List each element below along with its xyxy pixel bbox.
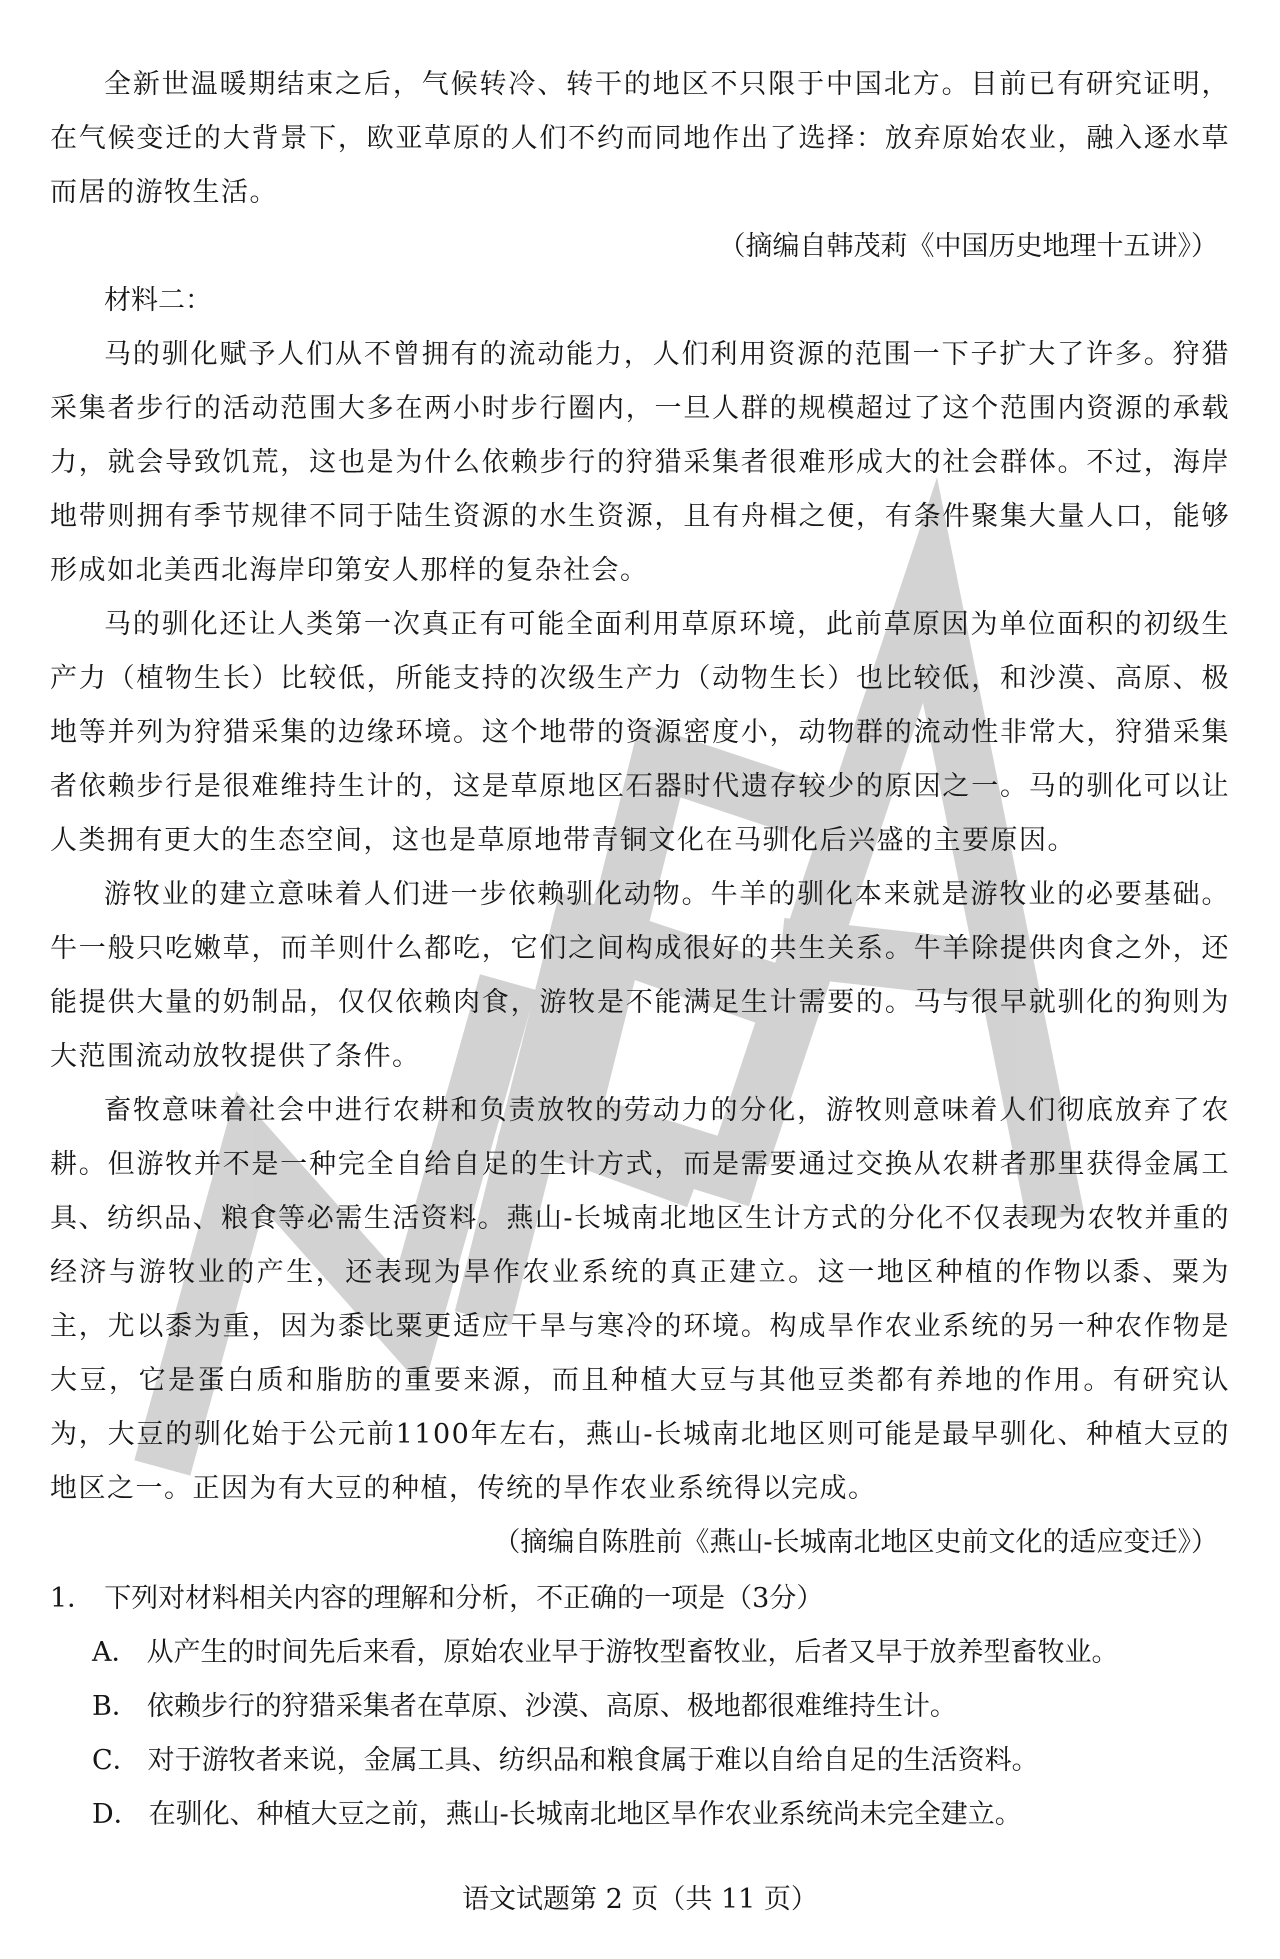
question-stem: 下列对材料相关内容的理解和分析，不正确的一项是（3分） bbox=[104, 1583, 824, 1614]
exam-content bbox=[50, 58, 1230, 1842]
page-footer: 语文试题第 2 页（共 11 页） bbox=[462, 1884, 818, 1915]
material-2-paragraph: 马的驯化还让人类第一次真正有可能全面利用草原环境，此前草原因为单位面积的初级生产力（植物生长）比较低，所能支持的次级生产力（动物生长）也比较低，和沙漠、高原、极地等并列为狩猎采集的边缘环境。这个地带的资源密度小，动物群的流动性非常大，狩猎采集者依赖步行是很难维持生计的，这是草原地区石器时代遗存较少的原因之一。马的驯化可以让人类拥有更大的生态空间，这也是草原地带青铜文化在马驯化后兴盛的主要原因。 bbox=[50, 609, 1230, 856]
paragraph-1: 全新世温暖期结束之后，气候转冷、转干的地区不只限于中国北方。目前已有研究证明，在气候变迁的大背景下，欧亚草原的人们不约而同地作出了选择：放弃原始农业，融入逐水草而居的游牧生活。 bbox=[50, 69, 1230, 208]
option-text: 依赖步行的狩猎采集者在草原、沙漠、高原、极地都很难维持生计。 bbox=[146, 1691, 957, 1722]
material-2-heading: 材料二： bbox=[104, 285, 212, 316]
option-text: 从产生的时间先后来看，原始农业早于游牧型畜牧业，后者又早于放养型畜牧业。 bbox=[146, 1637, 1119, 1668]
option-letter: C． bbox=[92, 1745, 140, 1776]
option-letter: D． bbox=[92, 1799, 141, 1830]
material-2-paragraph: 畜牧意味着社会中进行农耕和负责放牧的劳动力的分化，游牧则意味着人们彻底放弃了农耕。但游牧并不是一种完全自给自足的生计方式，而是需要通过交换从农耕者那里获得金属工具、纺织品、粮食等必需生活资料。燕山-长城南北地区生计方式的分化不仅表现为农牧并重的经济与游牧业的产生，还表现为旱作农业系统的真正建立。这一地区种植的作物以黍、粟为主，尤以黍为重，因为黍比粟更适应干旱与寒冷的环境。构成旱作农业系统的另一种农作物是大豆，它是蛋白质和脂肪的重要来源，而且种植大豆与其他豆类都有养地的作用。有研究认为，大豆的驯化始于公元前1100年左右，燕山-长城南北地区则可能是最早驯化、种植大豆的地区之一。正因为有大豆的种植，传统的旱作农业系统得以完成。 bbox=[50, 1095, 1230, 1504]
source-citation-1: （摘编自韩茂莉《中国历史地理十五讲》） bbox=[718, 231, 1218, 262]
source-citation-2: （摘编自陈胜前《燕山-长城南北地区史前文化的适应变迁》） bbox=[493, 1527, 1218, 1558]
option-text: 对于游牧者来说，金属工具、纺织品和粮食属于难以自给自足的生活资料。 bbox=[147, 1745, 1039, 1776]
material-2-paragraph: 马的驯化赋予人们从不曾拥有的流动能力，人们利用资源的范围一下子扩大了许多。狩猎采集者步行的活动范围大多在两小时步行圈内，一旦人群的规模超过了这个范围内资源的承载力，就会导致饥荒，这也是为什么依赖步行的狩猎采集者很难形成大的社会群体。不过，海岸地带则拥有季节规律不同于陆生资源的水生资源，且有舟楫之便，有条件聚集大量人口，能够形成如北美西北海岸印第安人那样的复杂社会。 bbox=[50, 339, 1230, 586]
option-letter: A． bbox=[92, 1637, 139, 1668]
question-number: 1． bbox=[50, 1583, 95, 1614]
option-a bbox=[50, 1626, 1230, 1680]
option-letter: B． bbox=[92, 1691, 139, 1722]
question-1 bbox=[50, 1572, 1230, 1626]
option-c bbox=[50, 1734, 1230, 1788]
option-text: 在驯化、种植大豆之前，燕山-长城南北地区旱作农业系统尚未完全建立。 bbox=[148, 1799, 1022, 1830]
option-b bbox=[50, 1680, 1230, 1734]
option-d bbox=[50, 1788, 1230, 1842]
material-2-paragraph: 游牧业的建立意味着人们进一步依赖驯化动物。牛羊的驯化本来就是游牧业的必要基础。牛一般只吃嫩草，而羊则什么都吃，它们之间构成很好的共生关系。牛羊除提供肉食之外，还能提供大量的奶制品，仅仅依赖肉食，游牧是不能满足生计需要的。马与很早就驯化的狗则为大范围流动放牧提供了条件。 bbox=[50, 879, 1230, 1072]
